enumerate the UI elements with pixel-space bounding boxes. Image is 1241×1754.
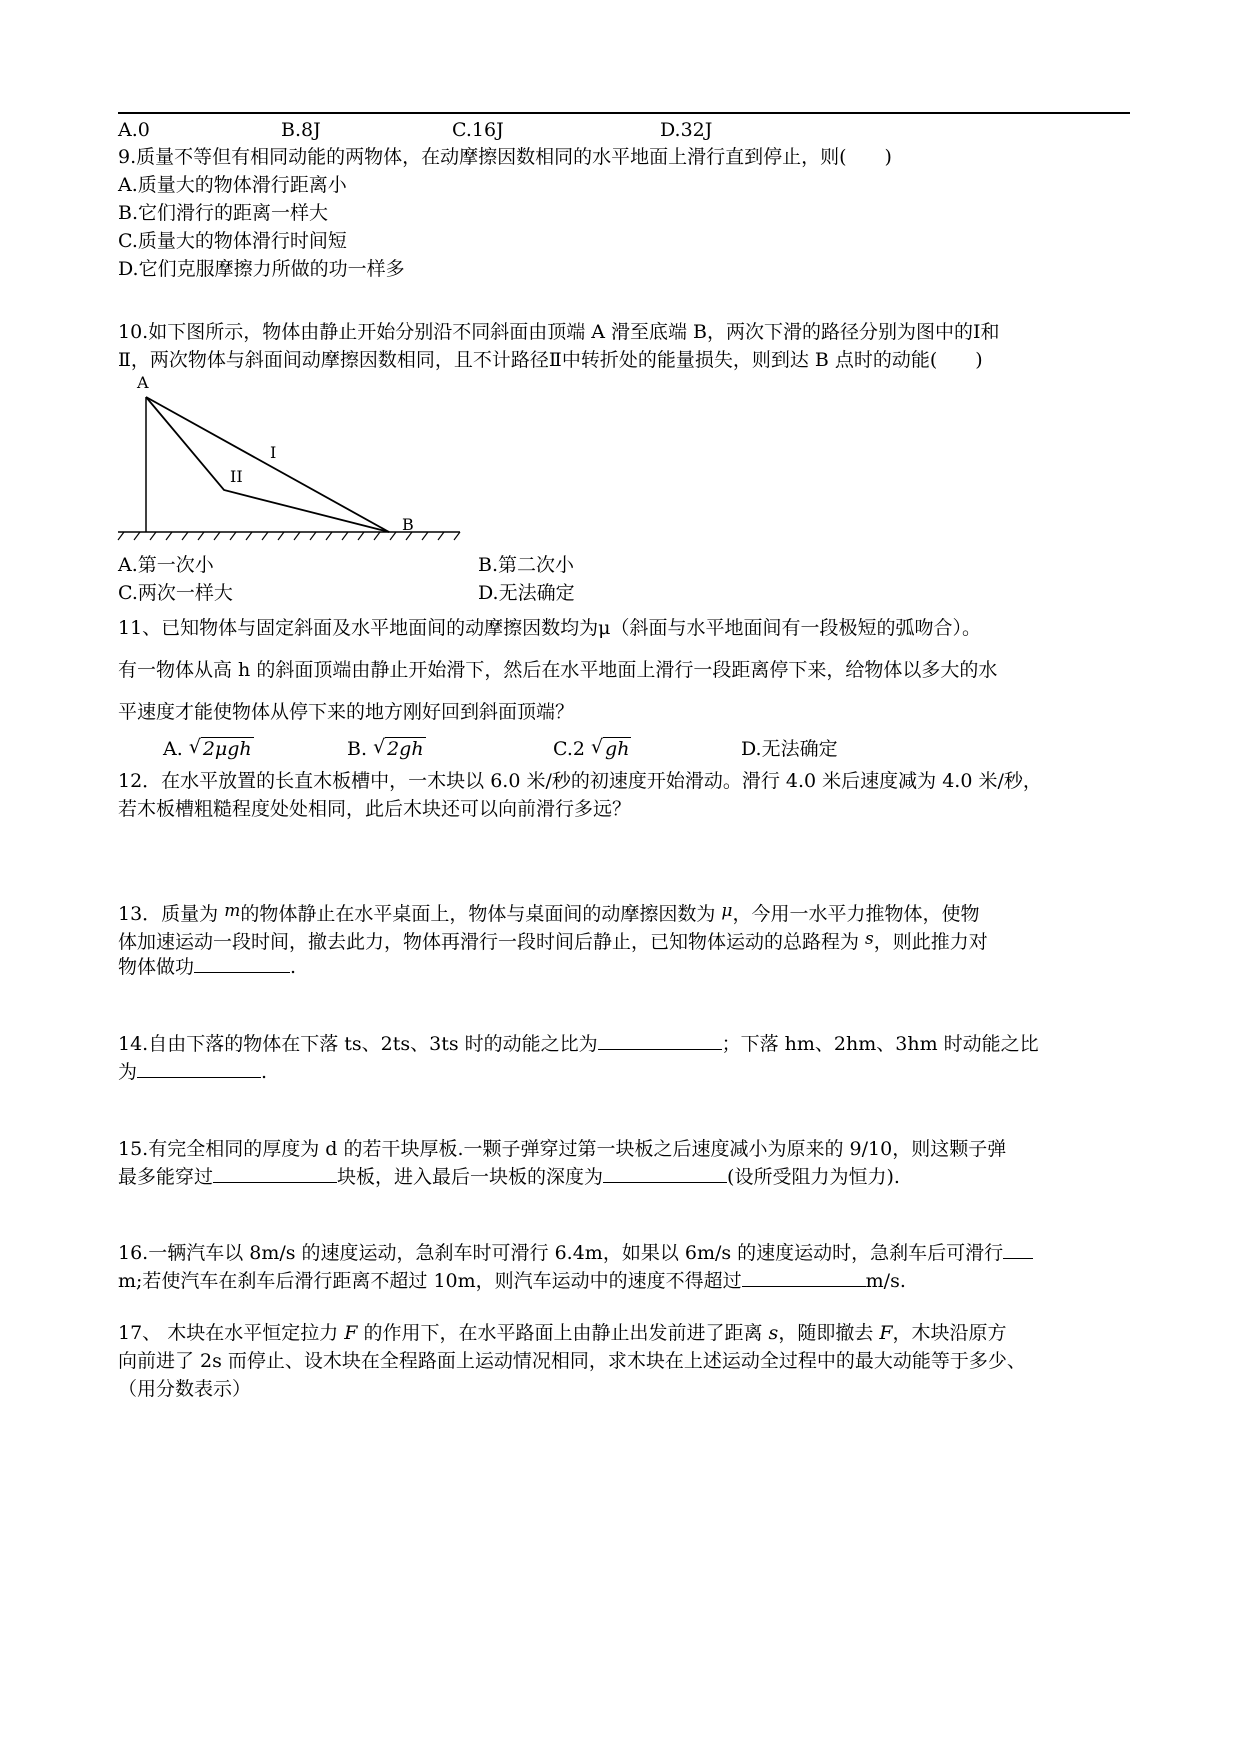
q13-line3: 物体做功 .	[118, 956, 297, 978]
sqrt-expression: √ 2gh	[373, 736, 424, 760]
q11-option-b: B. √ 2gh	[347, 736, 424, 760]
answer-blank[interactable]	[603, 1164, 727, 1183]
q9-stem: 9.质量不等但有相同动能的两物体，在动摩擦因数相同的水平地面上滑行直到停止，则( )	[118, 146, 892, 168]
q9-option-d: D.它们克服摩擦力所做的功一样多	[118, 258, 405, 280]
incline-diagram	[110, 372, 470, 542]
q17-line2: 向前进了 2s 而停止、设木块在全程路面上运动情况相同，求木块在上述运动全过程中的最大动能等于多少、	[118, 1350, 1026, 1372]
symbol-f: F	[344, 1322, 358, 1344]
answer-blank[interactable]	[194, 954, 290, 973]
sqrt-expression: √ gh	[591, 736, 630, 760]
symbol-f: F	[879, 1322, 893, 1344]
q10-option-d: D.无法确定	[478, 582, 575, 604]
diagram-label-1: I	[270, 443, 277, 462]
q8-option-a: A.0	[118, 119, 150, 141]
q15-line2: 最多能穿过 块板，进入最后一块板的深度为 (设所受阻力为恒力).	[118, 1166, 900, 1188]
answer-blank[interactable]	[1003, 1240, 1033, 1259]
q10-stem-line1: 10.如下图所示，物体由静止开始分别沿不同斜面由顶端 A 滑至底端 B，两次下滑的路径分别为图中的Ⅰ和	[118, 321, 1000, 343]
q11-line3: 平速度才能使物体从停下来的地方刚好回到斜面顶端？	[118, 701, 575, 723]
q12-line2: 若木板槽粗糙程度处处相同，此后木块还可以向前滑行多远？	[118, 798, 632, 820]
sqrt-expression: √ 2μgh	[188, 736, 252, 760]
q10-stem-line2: Ⅱ，两次物体与斜面间动摩擦因数相同，且不计路径Ⅱ中转折处的能量损失，则到达 B 点时的动能( )	[118, 349, 983, 371]
q11-option-a: A. √ 2μgh	[163, 736, 252, 760]
q16-line1: 16.一辆汽车以 8m/s 的速度运动，急刹车时可滑行 6.4m，如果以 6m/s 的速度运动时，急刹车后可滑行	[118, 1240, 1033, 1266]
symbol-s: s	[865, 929, 874, 949]
symbol-m: m	[224, 901, 241, 921]
q11-line2: 有一物体从高 h 的斜面顶端由静止开始滑下，然后在水平地面上滑行一段距离停下来，给物体以多大的水	[118, 659, 998, 681]
diagram-label-2: II	[230, 467, 243, 486]
q17-line1: 17、 木块在水平恒定拉力 F 的作用下，在水平路面上由静止出发前进了距离 s，随即撤去 F，木块沿原方	[118, 1322, 1007, 1344]
q10-option-b: B.第二次小	[478, 554, 575, 576]
answer-blank[interactable]	[598, 1031, 722, 1050]
q10-option-c: C.两次一样大	[118, 582, 233, 604]
q8-option-d: D.32J	[660, 119, 713, 141]
q10-option-a: A.第一次小	[118, 554, 214, 576]
q9-option-b: B.它们滑行的距离一样大	[118, 202, 329, 224]
q15-line1: 15.有完全相同的厚度为 d 的若干块厚板.一颗子弹穿过第一块板之后速度减小为原来的 9/10，则这颗子弹	[118, 1138, 1007, 1160]
q14-line1: 14.自由下落的物体在下落 ts、2ts、3ts 时的动能之比为 ；下落 hm、2hm、3hm 时动能之比	[118, 1033, 1039, 1055]
q16-line2: m;若使汽车在刹车后滑行距离不超过 10m，则汽车运动中的速度不得超过 m/s.	[118, 1270, 906, 1292]
q13-line1: 13．质量为 m的物体静止在水平桌面上，物体与桌面间的动摩擦因数为 μ，今用一水平力推物体，使物	[118, 901, 980, 925]
answer-blank[interactable]	[137, 1059, 261, 1078]
q17-line3: （用分数表示）	[118, 1378, 252, 1400]
symbol-mu: μ	[721, 901, 733, 921]
q9-option-c: C.质量大的物体滑行时间短	[118, 230, 347, 252]
diagram-label-b: B	[402, 515, 414, 534]
q11-option-d: D.无法确定	[741, 738, 838, 760]
q8-option-b: B.8J	[281, 119, 321, 141]
q9-option-a: A.质量大的物体滑行距离小	[118, 174, 347, 196]
q11-line1: 11、已知物体与固定斜面及水平地面间的动摩擦因数均为μ（斜面与水平地面间有一段极短的弧吻合）。	[118, 617, 982, 639]
path-one	[146, 397, 389, 532]
header-rule	[118, 112, 1130, 114]
q12-line1: 12．在水平放置的长直木板槽中，一木块以 6.0 米/秒的初速度开始滑动。滑行 4.0 米后速度减为 4.0 米/秒，	[118, 770, 1042, 792]
answer-blank[interactable]	[742, 1268, 866, 1287]
answer-blank[interactable]	[213, 1164, 337, 1183]
q14-line2: 为 .	[118, 1061, 268, 1083]
symbol-s: s	[768, 1322, 779, 1344]
q13-line2: 体加速运动一段时间，撤去此力，物体再滑行一段时间后静止，已知物体运动的总路程为 s，则此推力对	[118, 929, 988, 953]
q8-option-c: C.16J	[452, 119, 504, 141]
diagram-label-a: A	[137, 373, 149, 392]
q11-option-c: C.2 √ gh	[553, 736, 630, 760]
